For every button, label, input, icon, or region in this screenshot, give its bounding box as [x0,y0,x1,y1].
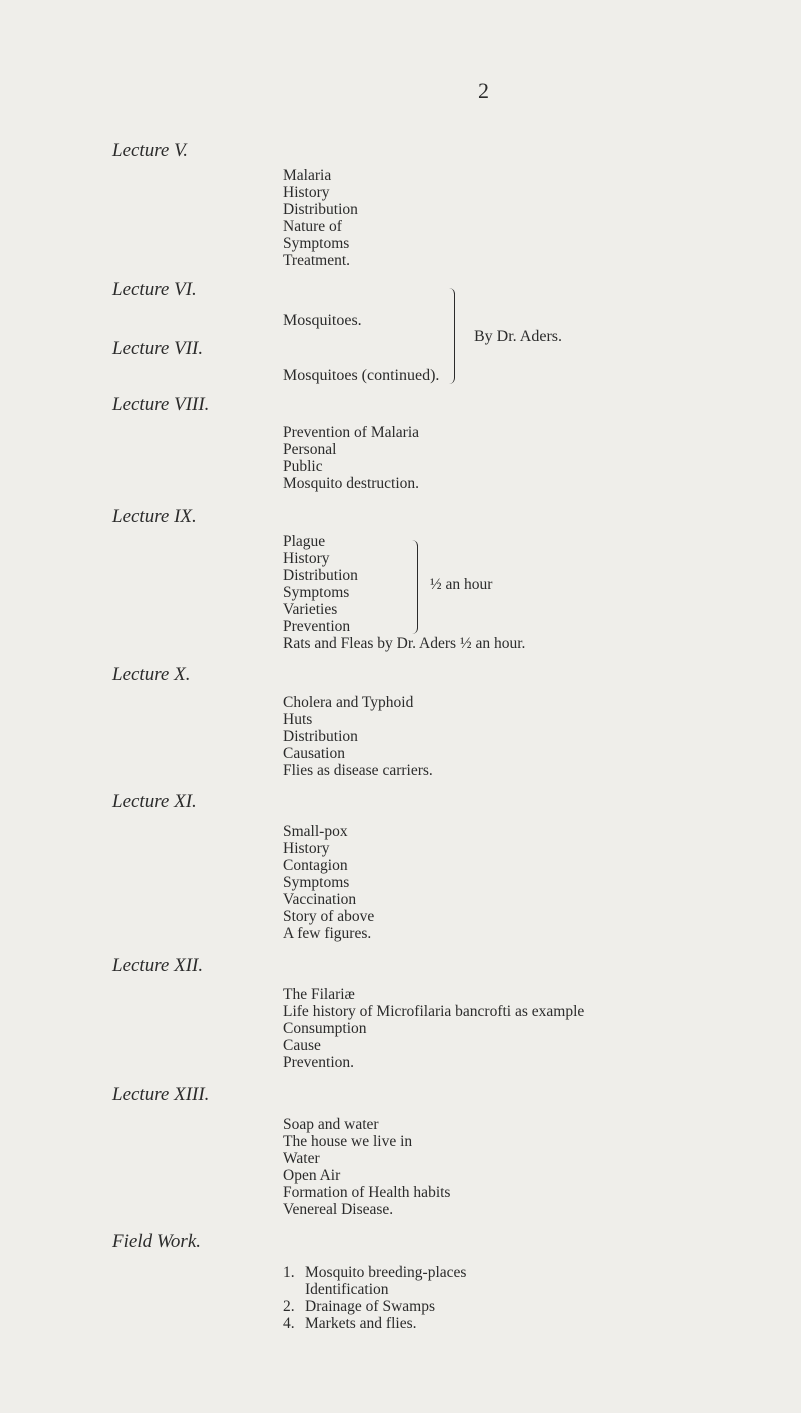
lecture-xi-title: Lecture XI. [112,791,197,812]
field-work-subitem: Identification [305,1281,389,1298]
item-number: 4. [283,1315,295,1332]
lecture-ix-item: History [283,550,330,567]
lecture-ix-item: Symptoms [283,584,350,601]
lecture-ix-item: Prevention [283,618,351,635]
lecture-xiii-item: Open Air [283,1167,341,1184]
lecture-xiii-item: Formation of Health habits [283,1184,451,1201]
lecture-v-item: Malaria [283,167,332,184]
lecture-v-item: Treatment. [283,252,351,269]
lecture-xi-item: Story of above [283,908,375,925]
lecture-xii-item: Consumption [283,1020,367,1037]
lecture-xii-item: Prevention. [283,1054,355,1071]
lecture-x-item: Causation [283,745,345,762]
lecture-v-title: Lecture V. [112,140,188,161]
lecture-xiii-item: Water [283,1150,320,1167]
page-number: 2 [478,78,489,103]
lecture-ix-item: Distribution [283,567,358,584]
lecture-v-item: History [283,184,330,201]
by-aders-note: By Dr. Aders. [474,328,562,345]
item-text: Mosquito breeding-places [305,1264,467,1281]
lecture-vii-title: Lecture VII. [112,338,204,359]
lecture-viii-item: Personal [283,441,337,458]
field-work-item [283,1264,466,1281]
lecture-vi-item: Mosquitoes. [283,312,362,329]
lecture-xi-item: Contagion [283,857,348,874]
field-work-item [283,1298,435,1315]
lecture-xii-title: Lecture XII. [112,955,204,976]
lecture-x-item: Cholera and Typhoid [283,694,414,711]
lecture-xii-item: The Filariæ [283,986,355,1003]
item-text: Markets and flies. [305,1315,417,1332]
lecture-v-item: Symptoms [283,235,350,252]
lecture-ix-title: Lecture IX. [112,506,197,527]
lecture-xii-item: Cause [283,1037,321,1054]
lecture-xiii-item: Venereal Disease. [283,1201,394,1218]
lecture-xi-item: Symptoms [283,874,350,891]
brace [410,540,418,634]
lecture-vi-title: Lecture VI. [112,279,197,300]
lecture-xi-item: History [283,840,330,857]
lecture-xi-item: Small-pox [283,823,348,840]
lecture-viii-item: Mosquito destruction. [283,475,420,492]
lecture-ix-item: Rats and Fleas by Dr. Aders ½ an hour. [283,635,526,652]
lecture-x-title: Lecture X. [112,664,191,685]
item-number: 2. [283,1298,295,1315]
lecture-ix-item: Plague [283,533,326,550]
lecture-vii-item: Mosquitoes (continued). [283,367,440,384]
lecture-x-item: Huts [283,711,313,728]
lecture-x-item: Flies as disease carriers. [283,762,433,779]
lecture-xiii-item: Soap and water [283,1116,379,1133]
half-hour-note: ½ an hour [430,576,493,593]
field-work-title: Field Work. [112,1231,202,1252]
lecture-viii-item: Prevention of Malaria [283,424,420,441]
item-number: 1. [283,1264,295,1281]
lecture-xi-item: Vaccination [283,891,357,908]
lecture-ix-item: Varieties [283,601,338,618]
lecture-xiii-title: Lecture XIII. [112,1084,210,1105]
lecture-x-item: Distribution [283,728,358,745]
lecture-xiii-item: The house we live in [283,1133,413,1150]
lecture-viii-item: Public [283,458,323,475]
field-work-item [283,1315,416,1332]
lecture-xii-item: Life history of Microfilaria bancrofti as example [283,1003,585,1020]
brace [446,288,455,384]
lecture-v-item: Distribution [283,201,358,218]
item-text: Drainage of Swamps [305,1298,435,1315]
lecture-xi-item: A few figures. [283,925,372,942]
lecture-v-item: Nature of [283,218,342,235]
lecture-viii-title: Lecture VIII. [112,394,210,415]
